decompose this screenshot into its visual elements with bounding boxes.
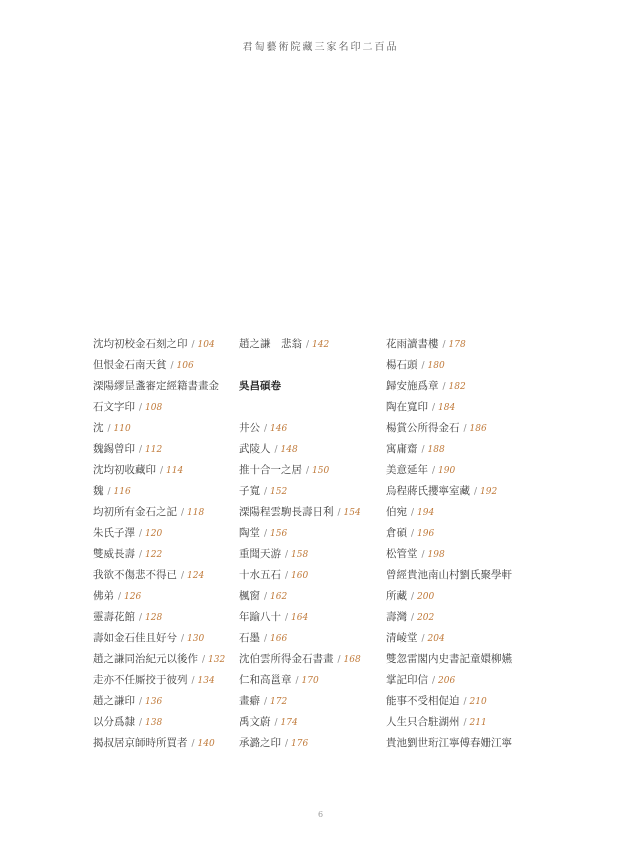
entry-separator: / xyxy=(181,508,185,518)
entry-title: 靈壽花館 xyxy=(93,611,135,623)
entry-title: 均初所有金石之記 xyxy=(93,506,177,518)
entry-page-number: 132 xyxy=(208,655,226,665)
entry-title: 清崚堂 xyxy=(386,632,418,644)
entry-page-number: 186 xyxy=(469,424,487,434)
entry-title: 歸安施爲章 xyxy=(386,380,439,392)
entry-title: 重聞天游 xyxy=(239,548,281,560)
entry-title: 沈均初校金石刻之印 xyxy=(93,338,188,350)
index-entry xyxy=(386,712,536,733)
entry-separator: / xyxy=(181,634,185,644)
index-entry xyxy=(93,334,233,355)
entry-title: 魏 xyxy=(93,485,104,497)
entry-separator: / xyxy=(442,382,446,392)
entry-page-number: 162 xyxy=(270,592,288,602)
entry-title: 沈伯雲所得金石書畫 xyxy=(239,653,334,665)
entry-separator: / xyxy=(191,676,195,686)
entry-separator: / xyxy=(411,613,415,623)
index-entry xyxy=(239,544,379,565)
entry-title: 壽如金石佳且好兮 xyxy=(93,632,177,644)
entry-title: 武陵人 xyxy=(239,443,271,455)
entry-separator: / xyxy=(139,445,143,455)
index-entry xyxy=(93,544,233,565)
entry-separator: / xyxy=(421,550,425,560)
entry-separator: / xyxy=(264,487,268,497)
entry-page-number: 112 xyxy=(145,445,163,455)
index-entry xyxy=(93,670,233,691)
entry-separator: / xyxy=(432,676,436,686)
index-entry xyxy=(93,460,233,481)
entry-separator: / xyxy=(264,634,268,644)
index-column-3 xyxy=(386,334,536,754)
entry-title: 雙威長壽 xyxy=(93,548,135,560)
index-entry xyxy=(239,502,379,523)
index-entry xyxy=(93,376,233,397)
entry-separator: / xyxy=(306,466,310,476)
entry-page-number: 168 xyxy=(343,655,361,665)
entry-page-number: 202 xyxy=(417,613,435,623)
entry-separator: / xyxy=(170,361,174,371)
entry-title: 松管堂 xyxy=(386,548,418,560)
entry-separator: / xyxy=(264,424,268,434)
index-entry xyxy=(93,439,233,460)
entry-title: 能事不受相促迫 xyxy=(386,695,460,707)
index-entry xyxy=(386,334,536,355)
entry-separator: / xyxy=(107,424,111,434)
entry-separator: / xyxy=(139,403,143,413)
entry-title: 陶堂 xyxy=(239,527,260,539)
entry-separator: / xyxy=(139,718,143,728)
entry-title: 人生只合駐湖州 xyxy=(386,716,460,728)
entry-page-number: 200 xyxy=(417,592,435,602)
entry-page-number: 148 xyxy=(280,445,298,455)
entry-page-number: 134 xyxy=(197,676,215,686)
entry-separator: / xyxy=(139,550,143,560)
entry-page-number: 110 xyxy=(113,424,131,434)
entry-page-number: 192 xyxy=(480,487,498,497)
index-entry xyxy=(239,649,379,670)
entry-title: 伯宛 xyxy=(386,506,407,518)
index-entry xyxy=(386,418,536,439)
entry-page-number: 124 xyxy=(187,571,205,581)
entry-separator: / xyxy=(139,529,143,539)
index-entry xyxy=(239,418,379,439)
entry-separator: / xyxy=(337,655,341,665)
index-entry xyxy=(386,502,536,523)
entry-page-number: 210 xyxy=(469,697,487,707)
entry-separator: / xyxy=(337,508,341,518)
entry-title: 年踰八十 xyxy=(239,611,281,623)
index-entry xyxy=(386,397,536,418)
index-entry xyxy=(239,460,379,481)
entry-separator: / xyxy=(463,718,467,728)
page-header-title: 君匋藝術院藏三家名印二百品 xyxy=(242,42,399,53)
entry-separator: / xyxy=(411,529,415,539)
entry-separator: / xyxy=(421,634,425,644)
index-entry xyxy=(386,376,536,397)
entry-title: 但恨金石南天貧 xyxy=(93,359,167,371)
entry-page-number: 106 xyxy=(176,361,194,371)
entry-page-number: 150 xyxy=(312,466,330,476)
entry-separator: / xyxy=(264,529,268,539)
entry-separator: / xyxy=(421,361,425,371)
entry-title: 所藏 xyxy=(386,590,407,602)
entry-separator: / xyxy=(264,592,268,602)
entry-separator: / xyxy=(463,697,467,707)
index-entry xyxy=(386,670,536,691)
entry-separator: / xyxy=(274,718,278,728)
entry-page-number: 172 xyxy=(270,697,288,707)
entry-separator: / xyxy=(139,613,143,623)
entry-page-number: 108 xyxy=(145,403,163,413)
entry-page-number: 138 xyxy=(145,718,163,728)
index-entry xyxy=(239,565,379,586)
entry-page-number: 174 xyxy=(280,718,298,728)
page-number: 6 xyxy=(317,810,324,819)
entry-separator: / xyxy=(274,445,278,455)
entry-page-number: 206 xyxy=(438,676,456,686)
entry-page-number: 128 xyxy=(145,613,163,623)
entry-separator: / xyxy=(107,487,111,497)
entry-separator: / xyxy=(191,739,195,749)
entry-title: 佛弟 xyxy=(93,590,114,602)
entry-page-number: 166 xyxy=(270,634,288,644)
index-entry xyxy=(386,733,536,754)
index-entry xyxy=(239,628,379,649)
entry-separator: / xyxy=(411,592,415,602)
entry-page-number: 164 xyxy=(291,613,309,623)
entry-separator: / xyxy=(432,466,436,476)
index-entry xyxy=(93,397,233,418)
entry-separator: / xyxy=(432,403,436,413)
index-entry xyxy=(386,544,536,565)
entry-title: 畫癖 xyxy=(239,695,260,707)
index-entry xyxy=(239,334,379,355)
index-entry xyxy=(386,460,536,481)
entry-separator: / xyxy=(191,340,195,350)
entry-title: 雙忽雷閣内史書記童嬛柳嬿 xyxy=(386,653,512,665)
entry-page-number: 120 xyxy=(145,529,163,539)
entry-title: 趙之謙同治紀元以後作 xyxy=(93,653,198,665)
index-entry xyxy=(386,628,536,649)
entry-page-number: 114 xyxy=(166,466,184,476)
index-entry xyxy=(386,565,536,586)
entry-page-number: 146 xyxy=(270,424,288,434)
entry-title: 楊賞公所得金石 xyxy=(386,422,460,434)
entry-page-number: 188 xyxy=(427,445,445,455)
entry-title: 朱氏子澤 xyxy=(93,527,135,539)
index-entry xyxy=(239,397,379,418)
index-entry xyxy=(93,565,233,586)
entry-page-number: 142 xyxy=(312,340,330,350)
index-entry xyxy=(93,712,233,733)
entry-title: 沈均初收藏印 xyxy=(93,464,156,476)
index-entry xyxy=(239,439,379,460)
entry-title: 走亦不任厮挍于彼列 xyxy=(93,674,188,686)
entry-title: 石墨 xyxy=(239,632,260,644)
entry-page-number: 204 xyxy=(427,634,445,644)
entry-title: 仁和高邕章 xyxy=(239,674,292,686)
index-entry xyxy=(93,523,233,544)
index-entry xyxy=(239,712,379,733)
entry-page-number: 196 xyxy=(417,529,435,539)
index-entry xyxy=(93,418,233,439)
index-entry xyxy=(386,439,536,460)
index-entry xyxy=(386,691,536,712)
entry-separator: / xyxy=(474,487,478,497)
index-entry xyxy=(239,733,379,754)
entry-separator: / xyxy=(285,571,289,581)
index-entry xyxy=(386,481,536,502)
entry-title: 魏錫曾印 xyxy=(93,443,135,455)
entry-separator: / xyxy=(181,571,185,581)
entry-title: 楓窗 xyxy=(239,590,260,602)
entry-title: 推十合一之居 xyxy=(239,464,302,476)
entry-page-number: 118 xyxy=(187,508,205,518)
entry-page-number: 184 xyxy=(438,403,456,413)
entry-page-number: 182 xyxy=(448,382,466,392)
entry-title: 吳昌碩卷 xyxy=(239,380,281,392)
entry-separator: / xyxy=(285,739,289,749)
entry-title: 壽灣 xyxy=(386,611,407,623)
entry-separator: / xyxy=(421,445,425,455)
entry-title: 十水五石 xyxy=(239,569,281,581)
index-entry xyxy=(239,607,379,628)
section-heading xyxy=(239,376,379,397)
entry-title: 禹文蔚 xyxy=(239,716,271,728)
index-entry xyxy=(93,691,233,712)
entry-page-number: 160 xyxy=(291,571,309,581)
entry-page-number: 122 xyxy=(145,550,163,560)
index-column-1 xyxy=(93,334,233,754)
entry-title: 烏程蔣氏攖寧室藏 xyxy=(386,485,470,497)
entry-title: 貴池劉世珩江寧傅春姗江寧 xyxy=(386,737,512,749)
entry-separator: / xyxy=(264,697,268,707)
entry-page-number: 176 xyxy=(291,739,309,749)
entry-separator: / xyxy=(306,340,310,350)
entry-title: 揭叔居京師時所買者 xyxy=(93,737,188,749)
entry-page-number: 198 xyxy=(427,550,445,560)
index-entry xyxy=(239,355,379,376)
index-entry xyxy=(93,628,233,649)
entry-separator: / xyxy=(285,550,289,560)
entry-title: 花雨讀書樓 xyxy=(386,338,439,350)
entry-title: 溧陽繆昰盞審定經籍書畫金 xyxy=(93,380,219,392)
entry-title: 沈 xyxy=(93,422,104,434)
index-column-2 xyxy=(239,334,379,754)
index-entry xyxy=(239,670,379,691)
index-entry xyxy=(93,649,233,670)
entry-separator: / xyxy=(463,424,467,434)
entry-title: 我欲不傷悲不得已 xyxy=(93,569,177,581)
entry-title: 子寬 xyxy=(239,485,260,497)
entry-title: 溧陽程雲駒長壽日利 xyxy=(239,506,334,518)
index-entry xyxy=(93,481,233,502)
entry-page-number: 154 xyxy=(343,508,361,518)
index-entry xyxy=(386,586,536,607)
entry-title: 陶在寬印 xyxy=(386,401,428,413)
index-entry xyxy=(239,523,379,544)
index-entry xyxy=(386,355,536,376)
entry-title: 寓庸齋 xyxy=(386,443,418,455)
entry-page-number: 156 xyxy=(270,529,288,539)
entry-title: 楊石頭 xyxy=(386,359,418,371)
index-entry xyxy=(239,481,379,502)
index-entry xyxy=(93,502,233,523)
entry-page-number: 140 xyxy=(197,739,215,749)
index-entry xyxy=(93,607,233,628)
entry-title: 曾經貴池南山村劉氏聚學軒 xyxy=(386,569,512,581)
entry-page-number: 190 xyxy=(438,466,456,476)
entry-separator: / xyxy=(139,697,143,707)
entry-separator: / xyxy=(442,340,446,350)
index-entry xyxy=(93,733,233,754)
index-entry xyxy=(239,691,379,712)
entry-page-number: 116 xyxy=(113,487,131,497)
entry-page-number: 130 xyxy=(187,634,205,644)
entry-page-number: 152 xyxy=(270,487,288,497)
entry-separator: / xyxy=(202,655,206,665)
entry-page-number: 104 xyxy=(197,340,215,350)
entry-title: 掌記印信 xyxy=(386,674,428,686)
entry-title: 井公 xyxy=(239,422,260,434)
entry-title: 趙之謙 悲翁 xyxy=(239,338,302,350)
entry-page-number: 126 xyxy=(124,592,142,602)
entry-separator: / xyxy=(118,592,122,602)
entry-separator: / xyxy=(295,676,299,686)
entry-title: 以分爲隸 xyxy=(93,716,135,728)
index-entry xyxy=(386,523,536,544)
entry-title: 趙之謙印 xyxy=(93,695,135,707)
entry-page-number: 194 xyxy=(417,508,435,518)
entry-page-number: 180 xyxy=(427,361,445,371)
index-entry xyxy=(239,586,379,607)
entry-separator: / xyxy=(160,466,164,476)
entry-title: 美意延年 xyxy=(386,464,428,476)
entry-page-number: 178 xyxy=(448,340,466,350)
entry-page-number: 170 xyxy=(301,676,319,686)
entry-page-number: 211 xyxy=(469,718,487,728)
entry-page-number: 136 xyxy=(145,697,163,707)
index-entry xyxy=(386,607,536,628)
index-entry xyxy=(93,355,233,376)
entry-page-number: 158 xyxy=(291,550,309,560)
entry-title: 石文字印 xyxy=(93,401,135,413)
index-entry xyxy=(386,649,536,670)
entry-title: 承潞之印 xyxy=(239,737,281,749)
entry-separator: / xyxy=(285,613,289,623)
entry-title: 倉碩 xyxy=(386,527,407,539)
index-entry xyxy=(93,586,233,607)
entry-separator: / xyxy=(411,508,415,518)
